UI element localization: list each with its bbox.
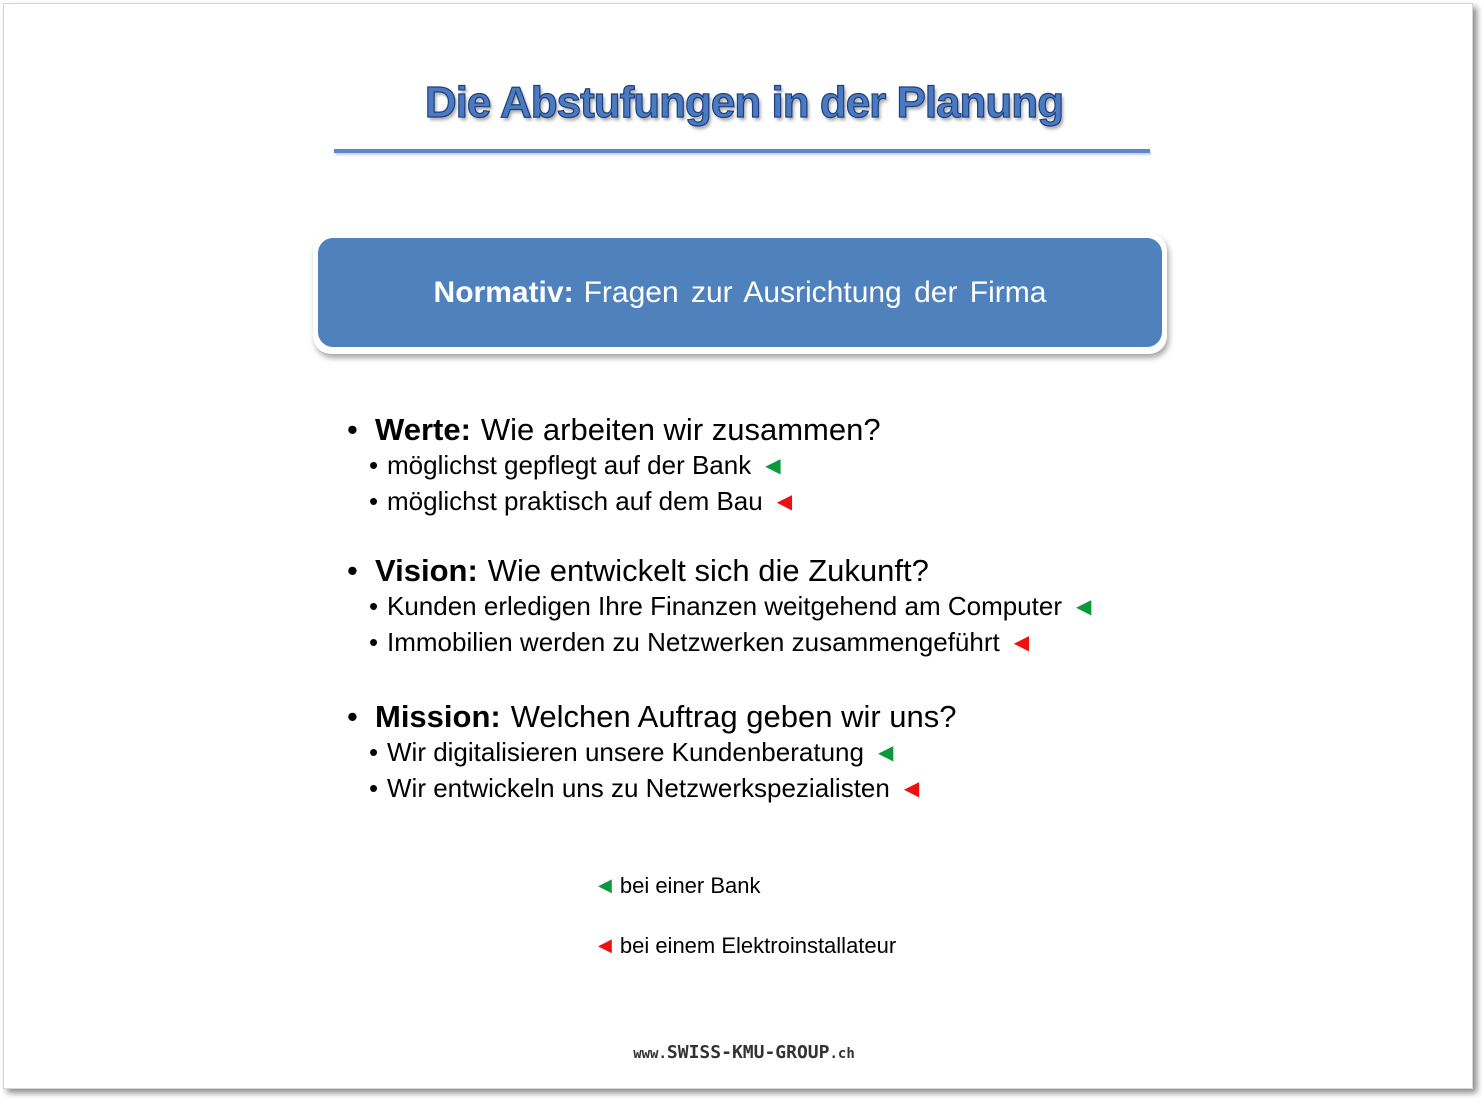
section-heading — [347, 553, 1091, 589]
normativ-banner — [313, 233, 1167, 354]
footer-name: SWISS-KMU-GROUP — [666, 1042, 830, 1063]
section-vision — [347, 553, 1091, 661]
bullet-icon: • — [369, 627, 379, 657]
section-heading — [347, 699, 957, 735]
bullet-icon: • — [369, 450, 379, 480]
bullet-icon: • — [347, 553, 358, 588]
slide — [3, 3, 1473, 1089]
legend-item-bank — [598, 873, 761, 899]
bullet-icon: • — [369, 737, 379, 767]
green-triangle-icon: ◀ — [598, 875, 612, 895]
banner-label: Normativ: — [433, 275, 574, 309]
list-item-text: Kunden erledigen Ihre Finanzen weitgehend am Computer — [387, 591, 1062, 621]
list-item-text: möglichst praktisch auf dem Bau — [387, 486, 763, 516]
red-triangle-icon: ◀ — [598, 935, 612, 955]
list-item — [347, 589, 1091, 625]
list-item — [347, 448, 881, 484]
list-item-text: Wir entwickeln uns zu Netzwerkspezialisten — [387, 773, 890, 803]
section-question: Welchen Auftrag geben wir uns? — [510, 699, 957, 734]
section-label: Vision: — [375, 553, 478, 588]
red-triangle-icon: ◀ — [776, 491, 793, 513]
footer-website — [4, 1042, 1482, 1063]
title-underline — [334, 149, 1150, 153]
list-item — [347, 735, 957, 771]
section-label: Mission: — [375, 699, 501, 734]
section-mission — [347, 699, 957, 807]
footer-prefix: www. — [633, 1046, 667, 1062]
list-item-text: möglichst gepflegt auf der Bank — [387, 450, 752, 480]
slide-title: Die Abstufungen in der Planung — [424, 78, 1064, 127]
list-item — [347, 484, 881, 520]
list-item-text: Wir digitalisieren unsere Kundenberatung — [387, 737, 864, 767]
green-triangle-icon: ◀ — [1075, 596, 1092, 618]
legend-item-elektro — [598, 933, 896, 959]
footer-suffix: .ch — [829, 1046, 855, 1062]
bullet-icon: • — [347, 699, 358, 734]
section-label: Werte: — [375, 412, 471, 447]
list-item-text: Immobilien werden zu Netzwerken zusammengeführt — [387, 627, 1000, 657]
bullet-icon: • — [369, 486, 379, 516]
list-item — [347, 771, 957, 807]
section-werte — [347, 412, 881, 520]
green-triangle-icon: ◀ — [877, 742, 894, 764]
section-question: Wie entwickelt sich die Zukunft? — [487, 553, 929, 588]
list-item — [347, 625, 1091, 661]
bullet-icon: • — [347, 412, 358, 447]
green-triangle-icon: ◀ — [765, 455, 781, 477]
bullet-icon: • — [369, 591, 379, 621]
legend-text: bei einer Bank — [619, 873, 761, 898]
banner-body — [318, 238, 1162, 347]
section-heading — [347, 412, 881, 448]
legend-text: bei einem Elektroinstallateur — [619, 933, 897, 958]
section-question: Wie arbeiten wir zusammen? — [480, 412, 881, 447]
banner-text: Fragen zur Ausrichtung der Firma — [583, 275, 1047, 309]
red-triangle-icon: ◀ — [1013, 632, 1030, 654]
bullet-icon: • — [369, 773, 379, 803]
red-triangle-icon: ◀ — [903, 778, 920, 800]
